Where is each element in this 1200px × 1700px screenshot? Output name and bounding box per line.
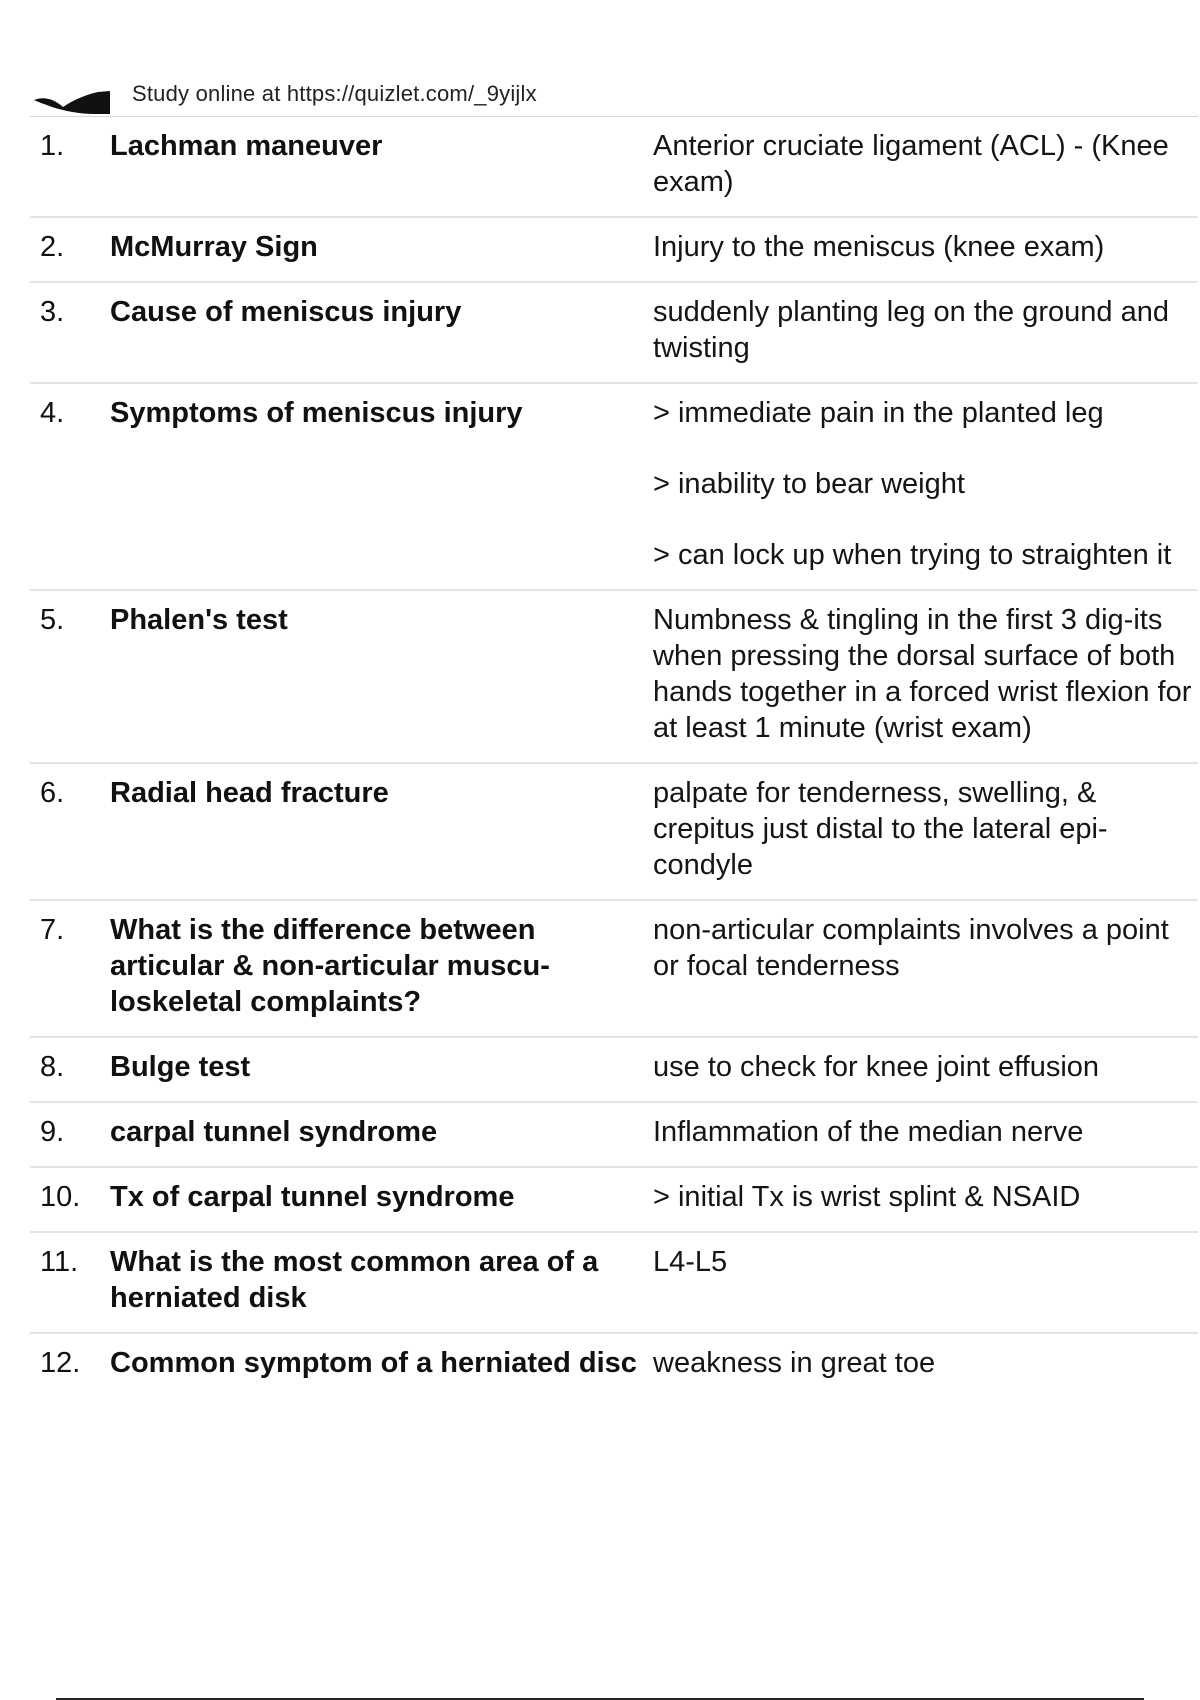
- flashcard-row: [30, 764, 1198, 901]
- card-number: 6.: [40, 777, 65, 809]
- definition-line: L4-L5: [653, 1246, 728, 1278]
- card-definition: [653, 775, 1198, 883]
- card-definition: [653, 602, 1198, 746]
- card-term: McMurray Sign: [110, 231, 318, 263]
- flashcard-row: [30, 901, 1198, 1038]
- definition-line: weakness in great toe: [653, 1347, 936, 1379]
- card-definition: [653, 1244, 1198, 1316]
- card-term: What is the most common area of a herniated disk: [110, 1246, 599, 1314]
- card-number: 5.: [40, 604, 65, 636]
- study-online-text: Study online at https://quizlet.com/_9yijlx: [132, 81, 537, 106]
- card-definition: [653, 912, 1198, 1020]
- definition-line: Numbness & tingling in the first 3 dig-its when pressing the dorsal surface of both hands together in a forced wrist flexion for at least 1 minute (wrist exam): [653, 604, 1192, 744]
- definition-line: > initial Tx is wrist splint & NSAID: [653, 1181, 1081, 1213]
- definition-line: Inflammation of the median nerve: [653, 1116, 1084, 1148]
- card-definition: [653, 294, 1198, 366]
- card-term: Common symptom of a herniated disc: [110, 1347, 637, 1379]
- flashcard-row: [30, 591, 1198, 764]
- card-definition: [653, 395, 1198, 573]
- card-number: 9.: [40, 1116, 65, 1148]
- definition-line: use to check for knee joint effusion: [653, 1051, 1100, 1083]
- card-number: 11.: [40, 1246, 79, 1278]
- card-definition: [653, 1114, 1198, 1150]
- card-term: Symptoms of meniscus injury: [110, 397, 523, 429]
- card-term: Lachman maneuver: [110, 130, 383, 162]
- card-number: 2.: [40, 231, 65, 263]
- definition-line: > immediate pain in the planted leg: [653, 397, 1104, 429]
- card-number: 8.: [40, 1051, 65, 1083]
- card-term: carpal tunnel syndrome: [110, 1116, 438, 1148]
- flashcard-row: [30, 1334, 1198, 1397]
- definition-line: non-articular complaints involves a point or focal tenderness: [653, 914, 1169, 982]
- definition-line: Anterior cruciate ligament (ACL) - (Knee exam): [653, 130, 1169, 198]
- flashcard-row: [30, 1168, 1198, 1233]
- card-definition: [653, 1179, 1198, 1215]
- card-term: Cause of meniscus injury: [110, 296, 462, 328]
- card-number: 1.: [40, 130, 65, 162]
- card-definition: [653, 1049, 1198, 1085]
- flashcard-list: [30, 117, 1198, 1397]
- card-number: 4.: [40, 397, 65, 429]
- definition-line: > can lock up when trying to straighten it: [653, 539, 1172, 571]
- card-term: Phalen's test: [110, 604, 288, 636]
- flashcard-row: [30, 218, 1198, 283]
- flashcard-row: [30, 283, 1198, 384]
- page-header: [34, 78, 1194, 116]
- flashcard-row: [30, 117, 1198, 218]
- card-term: Bulge test: [110, 1051, 251, 1083]
- definition-line: Injury to the meniscus (knee exam): [653, 231, 1105, 263]
- card-number: 10.: [40, 1181, 81, 1213]
- card-term: Radial head fracture: [110, 777, 389, 809]
- definition-line: palpate for tenderness, swelling, & crepitus just distal to the lateral epi-condyle: [653, 777, 1108, 881]
- card-number: 12.: [40, 1347, 81, 1379]
- flashcard-row: [30, 384, 1198, 591]
- definition-line: suddenly planting leg on the ground and twisting: [653, 296, 1169, 364]
- card-definition: [653, 128, 1198, 200]
- quizlet-logo-icon: [34, 86, 110, 116]
- card-definition: [653, 1345, 1198, 1381]
- card-number: 3.: [40, 296, 65, 328]
- card-number: 7.: [40, 914, 65, 946]
- card-definition: [653, 229, 1198, 265]
- card-term: What is the difference between articular & non-articular muscu-loskeletal complaints?: [110, 914, 550, 1018]
- flashcard-row: [30, 1103, 1198, 1168]
- card-term: Tx of carpal tunnel syndrome: [110, 1181, 515, 1213]
- flashcard-row: [30, 1233, 1198, 1334]
- definition-line: > inability to bear weight: [653, 468, 965, 500]
- flashcard-row: [30, 1038, 1198, 1103]
